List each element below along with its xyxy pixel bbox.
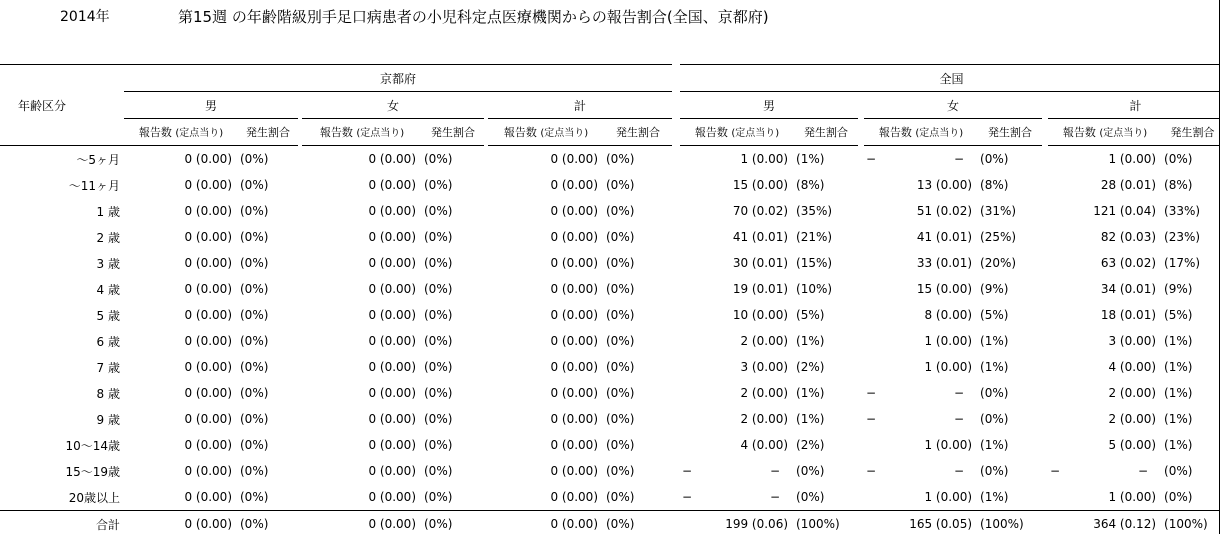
percentage-cell: (100%) [978,511,1042,537]
table-row [0,380,1220,406]
percentage-cell: (25%) [978,224,1042,250]
percentage-cell: (35%) [794,198,858,224]
age-distribution-table [0,64,1220,537]
percentage-cell: (0%) [422,198,484,224]
percentage-cell: (0%) [794,458,858,484]
report-count-cell [864,380,978,406]
report-count-cell: 3 (0.00) [1048,328,1162,354]
report-count-cell: 0 (0.00) [302,302,422,328]
percentage-cell: (0%) [1162,146,1220,173]
no-report-dash: − [954,464,964,478]
table-row [0,328,1220,354]
percentage-cell: (0%) [238,406,298,432]
report-count-cell: 41 (0.01) [864,224,978,250]
percentage-cell: (1%) [1162,406,1220,432]
report-count-cell: 13 (0.00) [864,172,978,198]
age-group-label: 8 歳 [0,380,124,406]
percentage-cell: (0%) [422,380,484,406]
report-count-cell: 0 (0.00) [302,484,422,511]
percentage-cell: (0%) [422,328,484,354]
percentage-cell: (23%) [1162,224,1220,250]
report-count-cell: 0 (0.00) [302,328,422,354]
report-count-cell: 1 (0.00) [1048,484,1162,511]
report-count-cell: 15 (0.00) [864,276,978,302]
table-row [0,406,1220,432]
no-report-dash: − [1048,464,1060,478]
percentage-cell: (0%) [794,484,858,511]
report-count-cell: 63 (0.02) [1048,250,1162,276]
total-row [0,511,1220,537]
report-count-cell: 0 (0.00) [124,380,238,406]
subheader-percentage: 発生割合 [1162,119,1220,146]
table-row [0,146,1220,173]
no-report-dash: − [864,464,876,478]
percentage-cell: (0%) [238,198,298,224]
report-count-cell: 0 (0.00) [124,328,238,354]
percentage-cell: (0%) [604,302,672,328]
subheader-percentage: 発生割合 [238,119,298,146]
table-row [0,198,1220,224]
table-row [0,302,1220,328]
subheader-report-label: 報告数 [1063,126,1096,139]
subheader-report-label: 報告数 [879,126,912,139]
percentage-cell: (0%) [604,484,672,511]
report-count-cell: 0 (0.00) [302,432,422,458]
subheader-percentage: 発生割合 [422,119,484,146]
percentage-cell: (0%) [238,302,298,328]
report-count-cell: 0 (0.00) [302,250,422,276]
age-group-label: 〜5ヶ月 [0,146,124,173]
report-count-cell [680,484,794,511]
report-count-cell: 0 (0.00) [488,484,604,511]
percentage-cell: (31%) [978,198,1042,224]
percentage-cell: (0%) [238,328,298,354]
column-gap [672,328,680,354]
report-title: 第15週 の年齢階級別手足口病患者の小児科定点医療機関からの報告割合(全国、京都府) [178,6,769,27]
percentage-cell: (0%) [422,302,484,328]
column-gap [672,198,680,224]
percentage-cell: (0%) [238,250,298,276]
percentage-cell: (0%) [238,224,298,250]
subheader-percentage: 発生割合 [978,119,1042,146]
report-count-cell: 0 (0.00) [488,458,604,484]
subheader-report-count [488,119,604,146]
subheader-report-count [124,119,238,146]
age-group-label: 20歳以上 [0,484,124,511]
no-report-dash: − [680,464,692,478]
report-count-cell: 0 (0.00) [302,198,422,224]
report-count-cell [864,458,978,484]
column-gap [672,380,680,406]
subheader-report-count [1048,119,1162,146]
percentage-cell: (33%) [1162,198,1220,224]
report-count-cell [680,458,794,484]
no-report-dash: − [954,412,964,426]
report-count-cell: 0 (0.00) [302,380,422,406]
report-count-cell: 1 (0.00) [680,146,794,173]
table-row [0,172,1220,198]
percentage-cell: (0%) [604,458,672,484]
report-count-cell [1048,458,1162,484]
percentage-cell: (20%) [978,250,1042,276]
report-count-cell: 0 (0.00) [488,302,604,328]
report-count-cell: 0 (0.00) [302,172,422,198]
report-count-cell: 0 (0.00) [124,198,238,224]
column-gap [672,484,680,511]
percentage-cell: (0%) [238,172,298,198]
subheader-report-label: 報告数 [695,126,728,139]
no-report-dash: − [864,412,876,426]
report-count-cell: 0 (0.00) [302,224,422,250]
report-count-cell: 28 (0.01) [1048,172,1162,198]
percentage-cell: (0%) [978,380,1042,406]
report-count-cell: 199 (0.06) [680,511,794,537]
percentage-cell: (0%) [604,276,672,302]
percentage-cell: (1%) [794,328,858,354]
subheader-percentage: 発生割合 [604,119,672,146]
percentage-cell: (0%) [1162,458,1220,484]
percentage-cell: (5%) [1162,302,1220,328]
age-group-label: 4 歳 [0,276,124,302]
percentage-cell: (0%) [604,406,672,432]
age-group-label: 1 歳 [0,198,124,224]
percentage-cell: (8%) [794,172,858,198]
report-count-cell: 1 (0.00) [864,328,978,354]
report-count-cell [864,146,978,173]
report-count-cell: 121 (0.04) [1048,198,1162,224]
subheader-per-sentinel-label: (定点当り) [175,128,223,139]
age-group-label: 5 歳 [0,302,124,328]
percentage-cell: (5%) [978,302,1042,328]
report-count-cell: 0 (0.00) [124,146,238,173]
percentage-cell: (1%) [794,380,858,406]
report-count-cell: 2 (0.00) [680,406,794,432]
no-report-dash: − [864,386,876,400]
subheader-report-count [302,119,422,146]
report-count-cell: 0 (0.00) [488,354,604,380]
percentage-cell: (0%) [238,458,298,484]
table-row [0,224,1220,250]
subheader-per-sentinel-label: (定点当り) [540,128,588,139]
percentage-cell: (0%) [978,146,1042,173]
column-gap [672,250,680,276]
table-row [0,276,1220,302]
report-count-cell: 364 (0.12) [1048,511,1162,537]
report-count-cell: 1 (0.00) [864,432,978,458]
table-row [0,432,1220,458]
percentage-cell: (1%) [978,432,1042,458]
report-count-cell: 51 (0.02) [864,198,978,224]
percentage-cell: (0%) [604,328,672,354]
report-count-cell: 0 (0.00) [302,276,422,302]
report-count-cell: 0 (0.00) [124,511,238,537]
percentage-cell: (1%) [978,354,1042,380]
percentage-cell: (0%) [238,511,298,537]
subheader-per-sentinel-label: (定点当り) [915,128,963,139]
percentage-cell: (1%) [1162,328,1220,354]
report-count-cell: 0 (0.00) [488,224,604,250]
column-gap [672,302,680,328]
percentage-cell: (0%) [422,458,484,484]
report-count-cell: 0 (0.00) [124,484,238,511]
report-count-cell: 30 (0.01) [680,250,794,276]
percentage-cell: (0%) [422,224,484,250]
percentage-cell: (0%) [422,432,484,458]
percentage-cell: (1%) [978,484,1042,511]
report-count-cell: 0 (0.00) [488,198,604,224]
percentage-cell: (0%) [604,224,672,250]
report-count-cell: 1 (0.00) [864,354,978,380]
report-count-cell: 70 (0.02) [680,198,794,224]
percentage-cell: (1%) [794,406,858,432]
report-count-cell: 0 (0.00) [124,172,238,198]
percentage-cell: (0%) [422,250,484,276]
report-count-cell: 0 (0.00) [488,432,604,458]
age-group-label: 9 歳 [0,406,124,432]
report-count-cell: 0 (0.00) [488,406,604,432]
no-report-dash: − [770,490,780,504]
column-gap [672,458,680,484]
report-count-cell: 0 (0.00) [488,380,604,406]
report-count-cell: 0 (0.00) [488,146,604,173]
age-group-label: 2 歳 [0,224,124,250]
report-count-cell: 5 (0.00) [1048,432,1162,458]
subheader-report-label: 報告数 [320,126,353,139]
subheader-report-label: 報告数 [504,126,537,139]
age-group-label: 3 歳 [0,250,124,276]
percentage-cell: (0%) [978,406,1042,432]
subheader-per-sentinel-label: (定点当り) [731,128,779,139]
report-count-cell: 82 (0.03) [1048,224,1162,250]
no-report-dash: − [680,490,692,504]
percentage-cell: (17%) [1162,250,1220,276]
subheader-report-count [680,119,794,146]
percentage-cell: (9%) [978,276,1042,302]
percentage-cell: (8%) [1162,172,1220,198]
report-count-cell: 2 (0.00) [1048,406,1162,432]
report-count-cell: 0 (0.00) [302,458,422,484]
sex-header-male: 男 [124,92,298,119]
report-count-cell: 18 (0.01) [1048,302,1162,328]
percentage-cell: (1%) [794,146,858,173]
percentage-cell: (5%) [794,302,858,328]
report-count-cell: 0 (0.00) [124,406,238,432]
subheader-report-label: 報告数 [139,126,172,139]
report-count-cell: 0 (0.00) [124,458,238,484]
region-header-national: 全国 [680,65,1220,92]
percentage-cell: (0%) [978,458,1042,484]
report-count-cell: 3 (0.00) [680,354,794,380]
percentage-cell: (0%) [422,276,484,302]
column-gap [672,511,680,537]
age-group-label: 6 歳 [0,328,124,354]
report-count-cell: 4 (0.00) [1048,354,1162,380]
percentage-cell: (0%) [604,432,672,458]
sex-header-female: 女 [864,92,1042,119]
report-count-cell: 1 (0.00) [864,484,978,511]
report-count-cell: 1 (0.00) [1048,146,1162,173]
percentage-cell: (0%) [238,354,298,380]
report-count-cell: 0 (0.00) [488,276,604,302]
report-count-cell: 0 (0.00) [124,432,238,458]
report-count-cell: 41 (0.01) [680,224,794,250]
percentage-cell: (100%) [1162,511,1220,537]
no-report-dash: − [864,152,876,166]
column-gap [672,406,680,432]
sex-header-total: 計 [1048,92,1220,119]
percentage-cell: (2%) [794,432,858,458]
column-gap [672,432,680,458]
column-gap [672,146,680,173]
column-gap [672,172,680,198]
no-report-dash: − [954,386,964,400]
sex-header-male: 男 [680,92,858,119]
percentage-cell: (0%) [422,172,484,198]
column-gap [672,119,680,146]
percentage-cell: (0%) [604,146,672,173]
percentage-cell: (0%) [604,198,672,224]
column-gap [672,224,680,250]
report-count-cell: 0 (0.00) [124,354,238,380]
report-count-cell: 10 (0.00) [680,302,794,328]
no-report-dash: − [954,152,964,166]
percentage-cell: (8%) [978,172,1042,198]
report-count-cell: 0 (0.00) [488,511,604,537]
percentage-cell: (1%) [978,328,1042,354]
report-count-cell: 0 (0.00) [302,146,422,173]
percentage-cell: (100%) [794,511,858,537]
age-group-label: 7 歳 [0,354,124,380]
table-row [0,458,1220,484]
percentage-cell: (1%) [1162,432,1220,458]
percentage-cell: (10%) [794,276,858,302]
report-count-cell: 0 (0.00) [302,511,422,537]
percentage-cell: (0%) [604,511,672,537]
report-count-cell: 2 (0.00) [1048,380,1162,406]
sex-header-total: 計 [488,92,672,119]
report-count-cell: 4 (0.00) [680,432,794,458]
region-header-kyoto: 京都府 [124,65,672,92]
percentage-cell: (0%) [238,484,298,511]
percentage-cell: (0%) [422,354,484,380]
report-count-cell: 34 (0.01) [1048,276,1162,302]
percentage-cell: (15%) [794,250,858,276]
percentage-cell: (9%) [1162,276,1220,302]
report-count-cell: 0 (0.00) [488,250,604,276]
percentage-cell: (0%) [238,432,298,458]
subheader-per-sentinel-label: (定点当り) [356,128,404,139]
no-report-dash: − [770,464,780,478]
percentage-cell: (0%) [238,276,298,302]
percentage-cell: (2%) [794,354,858,380]
percentage-cell: (0%) [604,380,672,406]
table-row [0,484,1220,511]
report-count-cell: 19 (0.01) [680,276,794,302]
sex-header-female: 女 [302,92,484,119]
report-count-cell: 8 (0.00) [864,302,978,328]
percentage-cell: (0%) [604,250,672,276]
percentage-cell: (0%) [604,354,672,380]
percentage-cell: (0%) [238,146,298,173]
no-report-dash: − [1138,464,1148,478]
percentage-cell: (0%) [422,484,484,511]
report-count-cell: 165 (0.05) [864,511,978,537]
table-row [0,250,1220,276]
age-group-label: 10〜14歳 [0,432,124,458]
column-gap [672,276,680,302]
subheader-report-count [864,119,978,146]
report-year: 2014年 [60,6,110,26]
percentage-cell: (0%) [1162,484,1220,511]
report-count-cell: 0 (0.00) [124,224,238,250]
report-count-cell: 15 (0.00) [680,172,794,198]
percentage-cell: (0%) [422,406,484,432]
age-group-label: 15〜19歳 [0,458,124,484]
subheader-per-sentinel-label: (定点当り) [1099,128,1147,139]
percentage-cell: (1%) [1162,380,1220,406]
percentage-cell: (21%) [794,224,858,250]
subheader-percentage: 発生割合 [794,119,858,146]
report-count-cell: 0 (0.00) [302,354,422,380]
report-count-cell: 0 (0.00) [124,250,238,276]
report-count-cell: 0 (0.00) [124,276,238,302]
report-count-cell [864,406,978,432]
percentage-cell: (1%) [1162,354,1220,380]
table-row [0,354,1220,380]
percentage-cell: (0%) [422,511,484,537]
percentage-cell: (0%) [238,380,298,406]
report-count-cell: 2 (0.00) [680,380,794,406]
report-count-cell: 0 (0.00) [488,172,604,198]
percentage-cell: (0%) [604,172,672,198]
report-count-cell: 2 (0.00) [680,328,794,354]
report-count-cell: 0 (0.00) [302,406,422,432]
column-gap [672,354,680,380]
report-count-cell: 0 (0.00) [124,302,238,328]
report-count-cell: 33 (0.01) [864,250,978,276]
age-group-label: 合計 [0,511,124,537]
percentage-cell: (0%) [422,146,484,173]
age-group-label: 〜11ヶ月 [0,172,124,198]
report-count-cell: 0 (0.00) [488,328,604,354]
age-group-header: 年齢区分 [0,65,124,146]
